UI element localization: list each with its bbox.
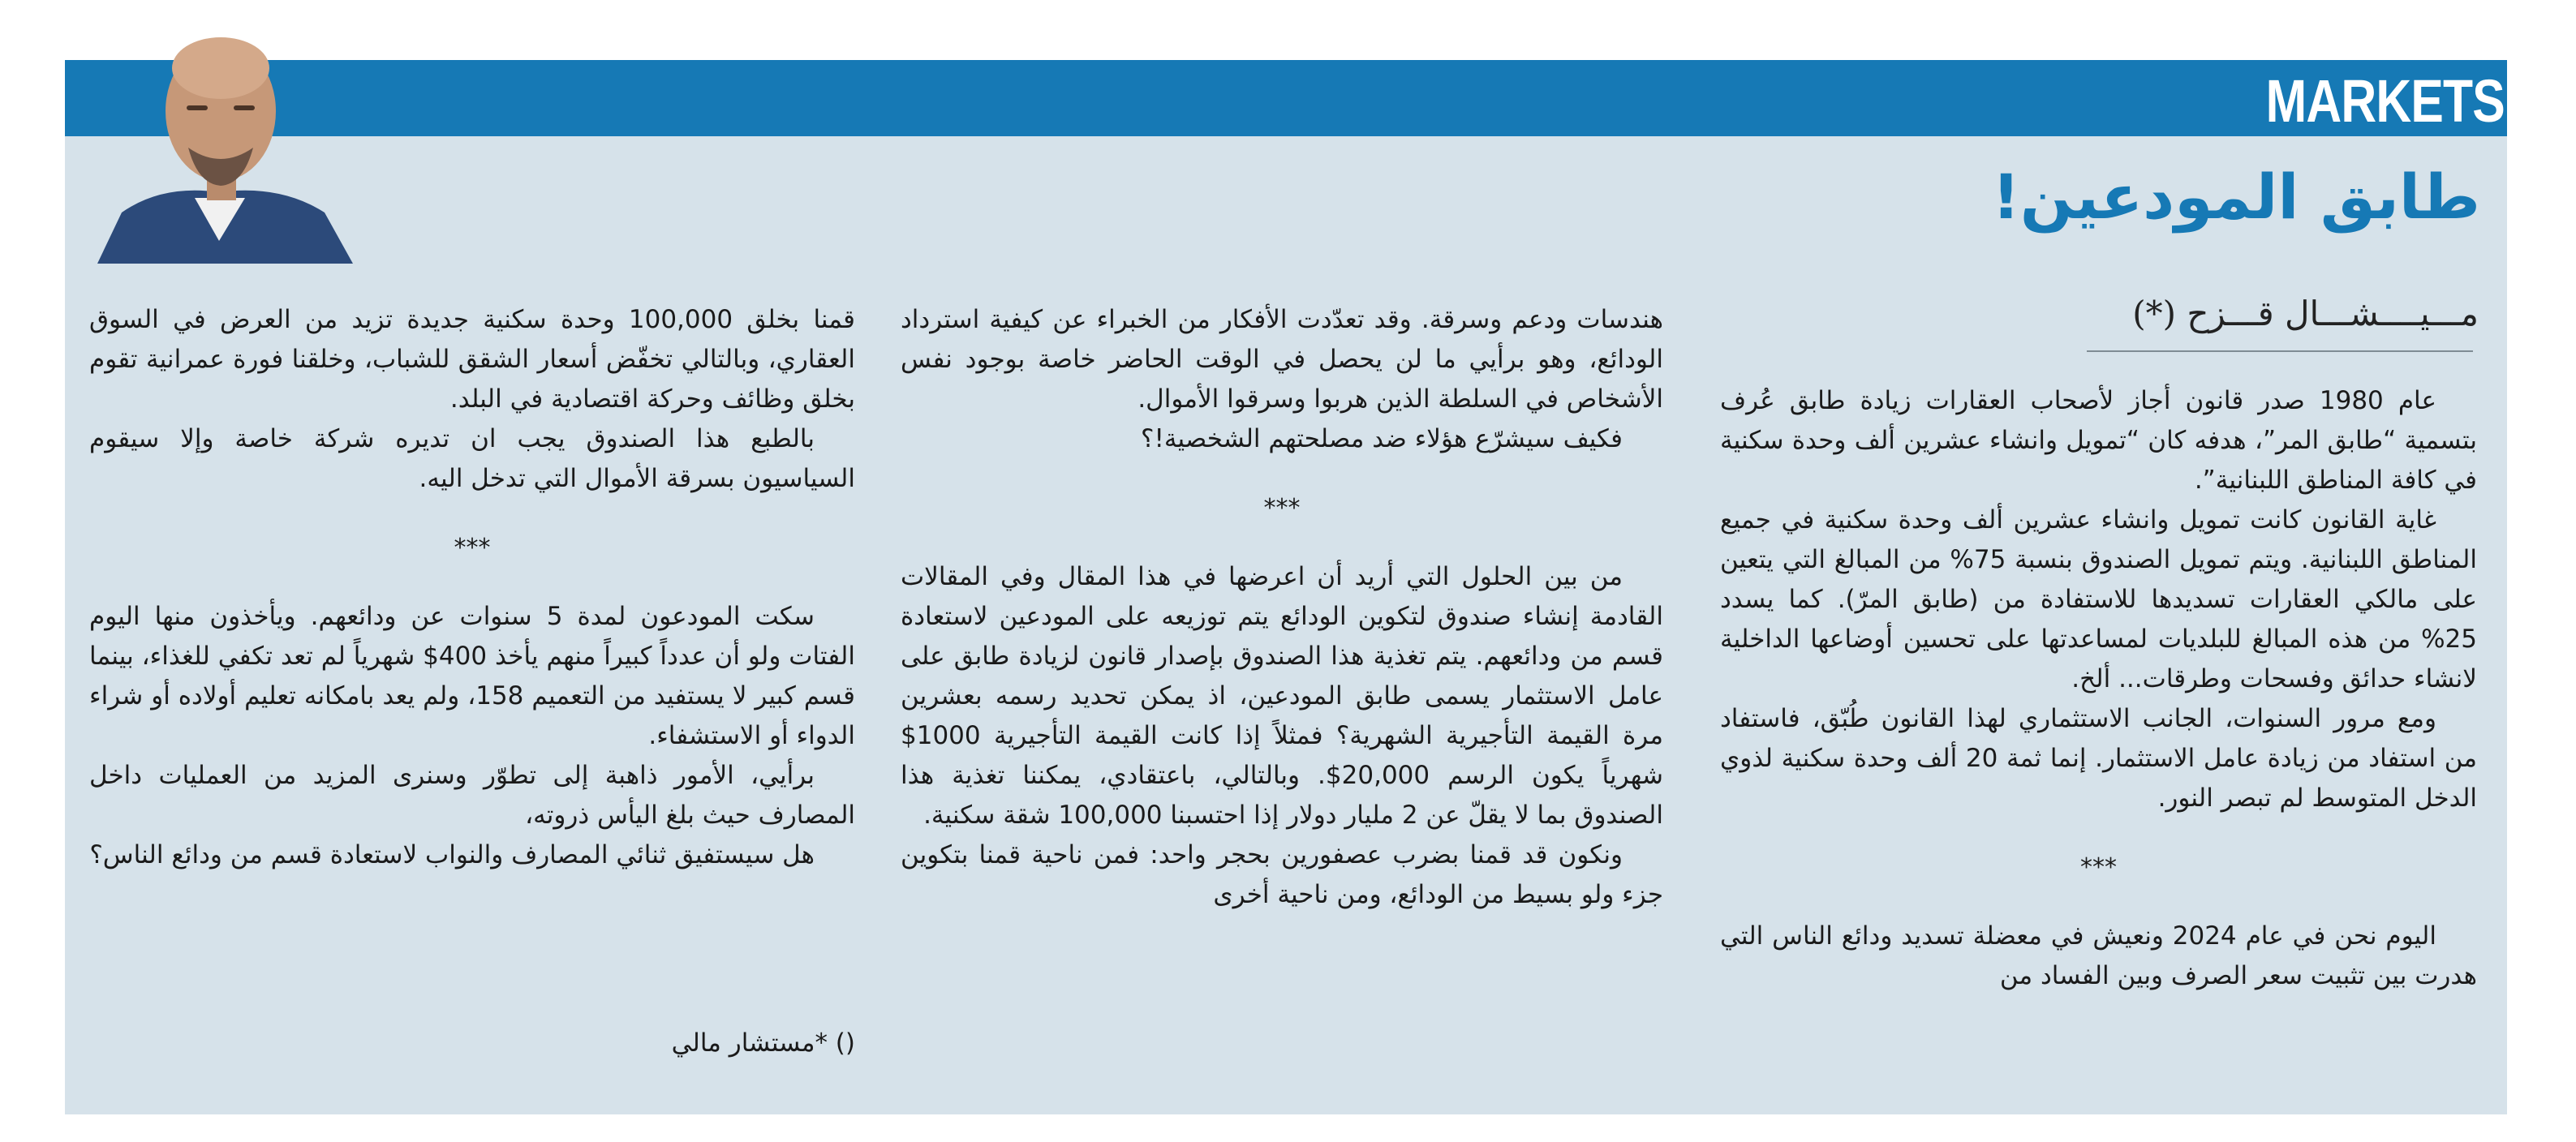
paragraph: بالطبع هذا الصندوق يجب ان تديره شركة خاصة وإلا سيقوم السياسيون بسرقة الأموال التي تدخل اليه. [89,424,855,493]
paragraph: برأيي، الأمور ذاهبة إلى تطوّر وسنرى المزيد من العمليات داخل المصارف حيث بلغ اليأس ذروته، [89,761,855,830]
paragraph: فكيف سيشرّع هؤلاء ضد مصلحتهم الشخصية!؟ [1141,424,1623,453]
paragraph: ومع مرور السنوات، الجانب الاستثماري لهذا القانون طُبّق، فاستفاد من استفاد من زيادة عامل الاستثمار. إنما ثمة 20 ألف وحدة سكنية لذوي الدخل المتوسط لم تبصر النور. [1720,704,2478,813]
paragraph: عام 1980 صدر قانون أجاز لأصحاب العقارات زيادة طابق عُرف بتسمية “طابق المر”، هدفه كان “تمويل وانشاء عشرين ألف وحدة سكنية في كافة المناطق اللبنانية”. [1720,386,2477,495]
section-label: MARKETS [2265,67,2505,135]
author-byline: مـــيــــشـــال قـــزح (*) [2132,294,2479,333]
paragraph: من بين الحلول التي أريد أن اعرضها في هذا المقال وفي المقالات القادمة إنشاء صندوق لتكوين الودائع يتم توزيعه على المودعين لاستعادة قسم من ودائعهم. يتم تغذية هذا الصندوق بإصدار قانون لزيادة طابق على عامل الاستثمار يسمى طابق المودعين، اذ يمكن تحديد رسمه بعشرين مرة القيمة التأجيرية الشهرية؟ فمثلاً إذا كانت القيمة التأجيرية 1000$ شهرياً يكون الرسم 20,000$. وبالتالي، باعتقادي، يمكننا تغذية هذا الصندوق بما لا يقلّ عن 2 مليار دولار إذا احتسبنا 100,000 شقة سكنية. [901,562,1663,830]
paragraph: ونكون قد قمنا بضرب عصفورين بحجر واحد: فمن ناحية قمنا بتكوين جزء ولو بسيط من الودائع، ومن ناحية أخرى [901,840,1663,909]
article-column-2 [901,300,1663,915]
article-column-1 [1720,381,2477,996]
section-banner [65,60,2507,136]
paragraph: هندسات ودعم وسرقة. وقد تعدّدت الأفكار من الخبراء عن كيفية استرداد الودائع، وهو برأيي ما لن يحصل في الوقت الحاضر خاصة بوجود نفس الأشخاص في السلطة الذين هربوا وسرقوا الأموال. [901,305,1663,414]
paragraph: غاية القانون كانت تمويل وانشاء عشرين ألف وحدة سكنية في جميع المناطق اللبنانية. ويتم تمويل الصندوق بنسبة 75% من المبالغ التي يتعين على مالكي العقارات تسديدها للاستفادة من (طابق المرّ). كما يسدد 25% من هذه المبالغ للبلديات لمساعدتها على تحسين أوضاعها الداخلية لانشاء حدائق وفسحات وطرقات... ألخ. [1720,505,2477,693]
article-column-3 [89,300,855,875]
paragraph: هل سيستفيق ثنائي المصارف والنواب لاستعادة قسم من ودائع الناس؟ [89,840,815,869]
headline: طابق المودعين! [1992,161,2480,233]
author-photo [65,18,377,264]
section-separator: *** [454,534,491,562]
author-footnote: () *مستشار مالي [671,1028,855,1058]
paragraph: اليوم نحن في عام 2024 ونعيش في معضلة تسديد ودائع الناس التي هدرت بين تثبيت سعر الصرف وبين الفساد من [1720,921,2477,990]
byline-divider [2087,350,2473,352]
paragraph: قمنا بخلق 100,000 وحدة سكنية جديدة تزيد من العرض في السوق العقاري، وبالتالي تخفّض أسعار الشقق للشباب، وخلقنا فورة عمرانية تقوم بخلق وظائف وحركة اقتصادية في البلد. [89,305,855,414]
paragraph: سكت المودعون لمدة 5 سنوات عن ودائعهم. ويأخذون منها اليوم الفتات ولو أن عدداً كبيراً منهم يأخذ 400$ شهرياً لم تعد تكفي للغذاء، بينما قسم كبير لا يستفيد من التعميم 158، ولم يعد بامكانه تعليم أولاده أو شراء الدواء أو الاستشفاء. [89,602,855,750]
section-separator: *** [2080,853,2117,882]
section-separator: *** [1263,494,1301,522]
